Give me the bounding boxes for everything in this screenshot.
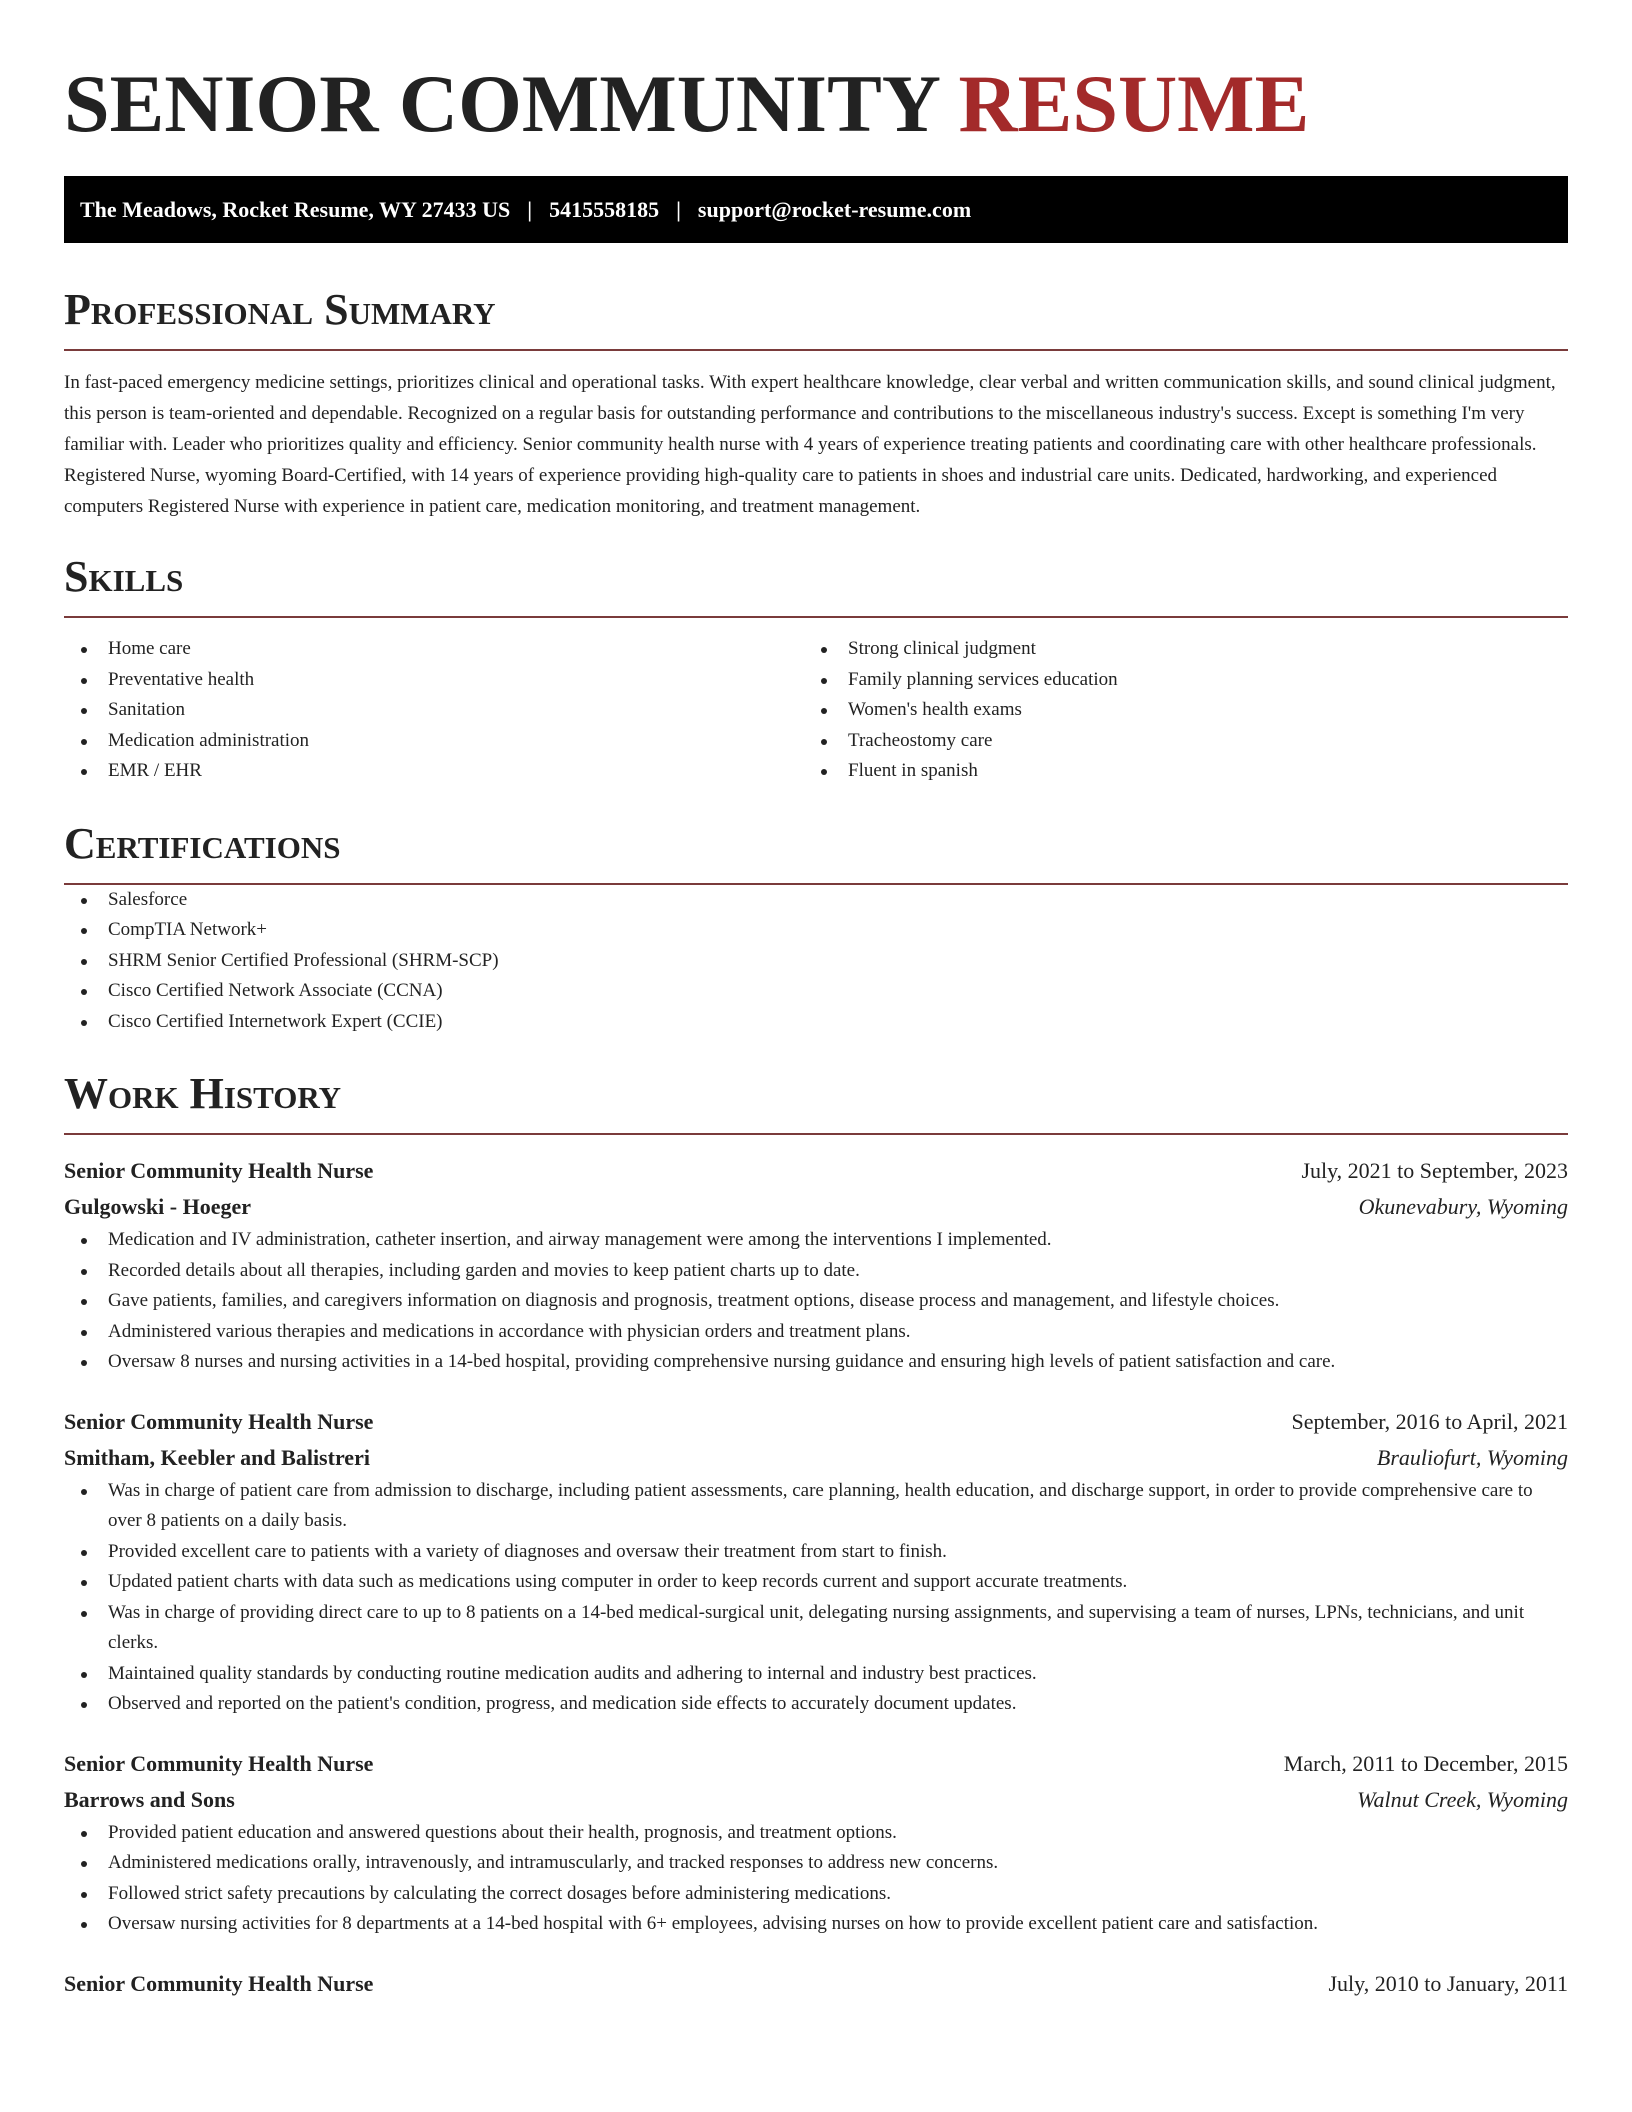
job-location: Walnut Creek, Wyoming	[1357, 1786, 1568, 1812]
job-location: Okunevabury, Wyoming	[1358, 1194, 1568, 1219]
job-header-row	[64, 1404, 1568, 1440]
professional-summary-section	[64, 283, 1568, 522]
title-accent: RESUME	[958, 58, 1310, 149]
job-header-row	[64, 1966, 1568, 2002]
job-header-row	[64, 1153, 1568, 1189]
section-heading: Skills	[64, 550, 1568, 618]
certification-item: Cisco Certified Network Associate (CCNA)	[64, 976, 1568, 1007]
job-company-row	[64, 1189, 1568, 1225]
job-title: Senior Community Health Nurse	[64, 1750, 374, 1776]
job-duty: Administered medications orally, intravenously, and intramuscularly, and tracked responses to address new concerns.	[64, 1848, 1568, 1879]
job-title: Senior Community Health Nurse	[64, 1408, 374, 1434]
job-duty: Oversaw nursing activities for 8 departments at a 14-bed hospital with 6+ employees, advising nurses on how to provide excellent patient care and satisfaction.	[64, 1909, 1568, 1940]
job-duty: Observed and reported on the patient's condition, progress, and medication side effects to accurately document updates.	[64, 1689, 1568, 1720]
job-entry	[64, 1746, 1568, 1940]
job-duties-list	[64, 1225, 1568, 1378]
skill-item: Tracheostomy care	[804, 726, 1544, 757]
job-location: Brauliofurt, Wyoming	[1376, 1444, 1568, 1470]
job-title: Senior Community Health Nurse	[64, 1158, 374, 1183]
job-header-row	[64, 1746, 1568, 1782]
job-duties-list	[64, 1818, 1568, 1940]
job-dates: July, 2021 to September, 2023	[1301, 1158, 1568, 1183]
contact-separator: |	[676, 196, 681, 222]
job-duty: Was in charge of providing direct care to up to 8 patients on a 14-bed medical-surgical unit, delegating nursing assignments, and supervising a team of nurses, LPNs, technicians, and unit clerks.	[64, 1598, 1568, 1659]
skill-item: Preventative health	[64, 665, 804, 696]
job-duty: Provided patient education and answered questions about their health, prognosis, and treatment options.	[64, 1818, 1568, 1849]
certification-item: Cisco Certified Internetwork Expert (CCIE)	[64, 1007, 1568, 1038]
resume-title	[64, 0, 1568, 152]
skills-list-right	[804, 634, 1544, 787]
job-duty: Updated patient charts with data such as medications using computer in order to keep records current and support accurate treatments.	[64, 1567, 1568, 1598]
skill-item: Strong clinical judgment	[804, 634, 1544, 665]
job-duty: Followed strict safety precautions by calculating the correct dosages before administering medications.	[64, 1879, 1568, 1910]
skill-item: Women's health exams	[804, 695, 1544, 726]
skill-item: Family planning services education	[804, 665, 1544, 696]
job-duty: Recorded details about all therapies, including garden and movies to keep patient charts up to date.	[64, 1256, 1568, 1287]
job-company-row	[64, 1782, 1568, 1818]
title-main: SENIOR COMMUNITY	[64, 58, 938, 149]
certification-item: SHRM Senior Certified Professional (SHRM-SCP)	[64, 946, 1568, 977]
job-company-row	[64, 1440, 1568, 1476]
resume-page	[64, 0, 1568, 2002]
certifications-list	[64, 885, 1568, 1038]
contact-separator: |	[527, 196, 533, 222]
job-duty: Medication and IV administration, catheter insertion, and airway management were among the interventions I implemented.	[64, 1225, 1568, 1256]
skill-item: EMR / EHR	[64, 756, 804, 787]
job-dates: September, 2016 to April, 2021	[1291, 1408, 1568, 1434]
skills-list-left	[64, 634, 804, 787]
skills-grid	[64, 634, 1568, 787]
job-duties-list	[64, 1476, 1568, 1720]
certifications-section	[64, 817, 1568, 1038]
job-dates: July, 2010 to January, 2011	[1328, 1970, 1568, 1996]
section-heading: Professional Summary	[64, 283, 1568, 351]
skill-item: Fluent in spanish	[804, 756, 1544, 787]
skills-section	[64, 550, 1568, 787]
job-company: Barrows and Sons	[64, 1786, 235, 1812]
job-company: Gulgowski - Hoeger	[64, 1194, 251, 1219]
job-duty: Administered various therapies and medications in accordance with physician orders and treatment plans.	[64, 1317, 1568, 1348]
certification-item: CompTIA Network+	[64, 915, 1568, 946]
contact-bar	[64, 176, 1568, 243]
skill-item: Home care	[64, 634, 804, 665]
job-entry	[64, 1966, 1568, 2002]
contact-address: The Meadows, Rocket Resume, WY 27433 US	[80, 196, 511, 222]
contact-email: support@rocket-resume.com	[697, 196, 972, 222]
job-entry	[64, 1153, 1568, 1378]
job-entry	[64, 1404, 1568, 1720]
job-duty: Gave patients, families, and caregivers information on diagnosis and prognosis, treatment options, disease process and management, and lifestyle choices.	[64, 1286, 1568, 1317]
job-title: Senior Community Health Nurse	[64, 1970, 374, 1996]
job-duty: Was in charge of patient care from admission to discharge, including patient assessments, care planning, health education, and discharge support, in order to provide comprehensive care to over 8 patients on a daily basis.	[64, 1476, 1568, 1537]
contact-phone: 5415558185	[549, 196, 660, 222]
work-history-section	[64, 1067, 1568, 2002]
section-heading: Work History	[64, 1067, 1568, 1135]
section-heading: Certifications	[64, 817, 1568, 885]
job-dates: March, 2011 to December, 2015	[1283, 1750, 1568, 1776]
skill-item: Sanitation	[64, 695, 804, 726]
skill-item: Medication administration	[64, 726, 804, 757]
job-company: Smitham, Keebler and Balistreri	[64, 1444, 370, 1470]
job-duty: Maintained quality standards by conducting routine medication audits and adhering to internal and industry best practices.	[64, 1659, 1568, 1690]
certification-item: Salesforce	[64, 885, 1568, 916]
job-duty: Oversaw 8 nurses and nursing activities in a 14-bed hospital, providing comprehensive nursing guidance and ensuring high levels of patient satisfaction and care.	[64, 1347, 1568, 1378]
summary-text: In fast-paced emergency medicine settings, prioritizes clinical and operational tasks. With expert healthcare knowledge, clear verbal and written communication skills, and sound clinical judgment, this person is team-oriented and dependable. Recognized on a regular basis for outstanding performance and contributions to the miscellaneous industry's success. Except is something I'm very familiar with. Leader who prioritizes quality and efficiency. Senior community health nurse with 4 years of experience treating patients and coordinating care with other healthcare professionals. Registered Nurse, wyoming Board-Certified, with 14 years of experience providing high-quality care to patients in shoes and industrial care units. Dedicated, hardworking, and experienced computers Registered Nurse with experience in patient care, medication monitoring, and treatment management.	[64, 372, 1556, 517]
job-duty: Provided excellent care to patients with a variety of diagnoses and oversaw their treatment from start to finish.	[64, 1537, 1568, 1568]
